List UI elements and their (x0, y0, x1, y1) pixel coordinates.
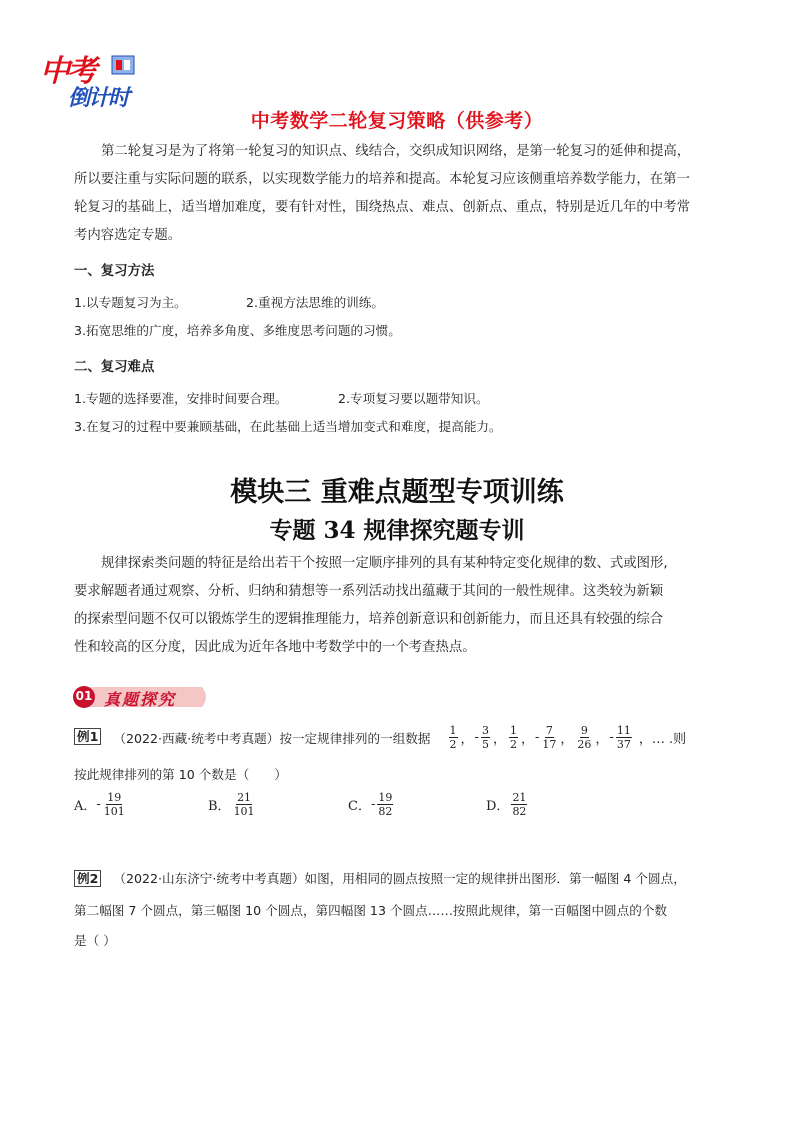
topic-intro-line: 的探索型问题不仅可以锻炼学生的逻辑推理能力，培养创新意识和创新能力，而且还具有较强的综合 (74, 612, 664, 627)
example1-label: 例1 (74, 728, 101, 745)
section2-item1: 1.专题的选择要准，安排时间要合理。 (74, 391, 288, 406)
section-badge (72, 685, 212, 709)
intro-line: 轮复习的基础上，适当增加难度，要有针对性，围绕热点、难点、创新点、重点，特别是近几年的中考常 (74, 200, 690, 215)
intro-line: 第二轮复习是为了将第一轮复习的知识点、线结合，交织成知识网络，是第一轮复习的延伸和提高， (101, 144, 691, 159)
example1-source: （2022·西藏·统考中考真题）按一定规律排列的一组数据 (113, 731, 431, 746)
seq-fraction: $\frac{9}{26}$ (577, 724, 592, 751)
seq-fraction: $\frac{1}{2}$ (509, 724, 517, 751)
example2-line1: 例2 （2022·山东济宁·统考中考真题）如图，用相同的圆点按照一定的规律拼出图形．第一幅图 4 个圆点， (74, 868, 734, 887)
example1-sequence: $\frac{1}{2}$ ，- $\frac{3}{5}$ ， $\frac{1}{2}$ ，- $\frac{7}{17}$ ， $\frac{9}{26}$ ，- $\frac{11}{37}$ (449, 724, 631, 751)
section2-item2: 2.专项复习要以题带知识。 (338, 391, 489, 406)
section2-heading: 二、复习难点 (74, 360, 155, 375)
module-title: 模块三 重难点题型专项训练 (230, 477, 564, 508)
example2-line2: 第二幅图 7 个圆点，第三幅图 10 个圆点，第四幅图 13 个圆点……按照此规律，第一百幅图中圆点的个数 (74, 903, 668, 918)
section1-heading: 一、复习方法 (74, 264, 155, 279)
topic-intro-line: 要求解题者通过观察、分析、归纳和猜想等一系列活动找出蕴藏于其间的一般性规律。这类较为新颖 (74, 584, 664, 599)
topic-intro-line: 性和较高的区分度，因此成为近年各地中考数学中的一个考查热点。 (74, 640, 476, 655)
page-title: 中考数学二轮复习策略（供参考） (250, 110, 544, 132)
example1-tail: ，… .则 (638, 732, 687, 747)
option-b[interactable]: B． $\frac{21}{101}$ (208, 791, 255, 818)
logo-text-bottom: 倒计时 (68, 86, 129, 111)
seq-fraction: $\frac{7}{17}$ (542, 724, 557, 751)
module-subtitle: 专题 34 规律探究题专训 (269, 517, 525, 544)
badge-number: 01 (75, 689, 93, 703)
seq-fraction: $\frac{1}{2}$ (449, 724, 457, 751)
option-d[interactable]: D． $\frac{21}{82}$ (486, 791, 527, 818)
section2-item3: 3.在复习的过程中要兼顾基础，在此基础上适当增加变式和难度，提高能力。 (74, 419, 502, 434)
intro-line: 考内容选定专题。 (74, 228, 182, 243)
seq-fraction: $\frac{11}{37}$ (616, 724, 631, 751)
example1-question: 按此规律排列的第 10 个数是（ ） (74, 767, 287, 782)
badge-text: 真题探究 (104, 690, 177, 709)
example2-line3: 是（ ） (74, 933, 116, 948)
section1-item2: 2.重视方法思维的训练。 (246, 295, 384, 310)
topic-intro-paragraph (74, 550, 724, 662)
intro-paragraph (74, 138, 724, 250)
option-c[interactable]: C．- $\frac{19}{82}$ (348, 791, 393, 818)
logo-text-top: 中考 (40, 54, 94, 89)
option-a[interactable]: A．- $\frac{19}{101}$ (74, 791, 125, 818)
example2-label: 例2 (74, 870, 101, 887)
section1-item3: 3.拓宽思维的广度，培养多角度、多维度思考问题的习惯。 (74, 323, 401, 338)
section1-item1: 1.以专题复习为主。 (74, 295, 187, 310)
intro-line: 所以要注重与实际问题的联系，以实现数学能力的培养和提高。本轮复习应该侧重培养数学能力，在第一 (74, 172, 690, 187)
seq-fraction: $\frac{3}{5}$ (481, 724, 489, 751)
topic-intro-line: 规律探索类问题的特征是给出若干个按照一定顺序排列的具有某种特定变化规律的数、式或图形, (101, 556, 668, 571)
example1-line (74, 724, 734, 751)
